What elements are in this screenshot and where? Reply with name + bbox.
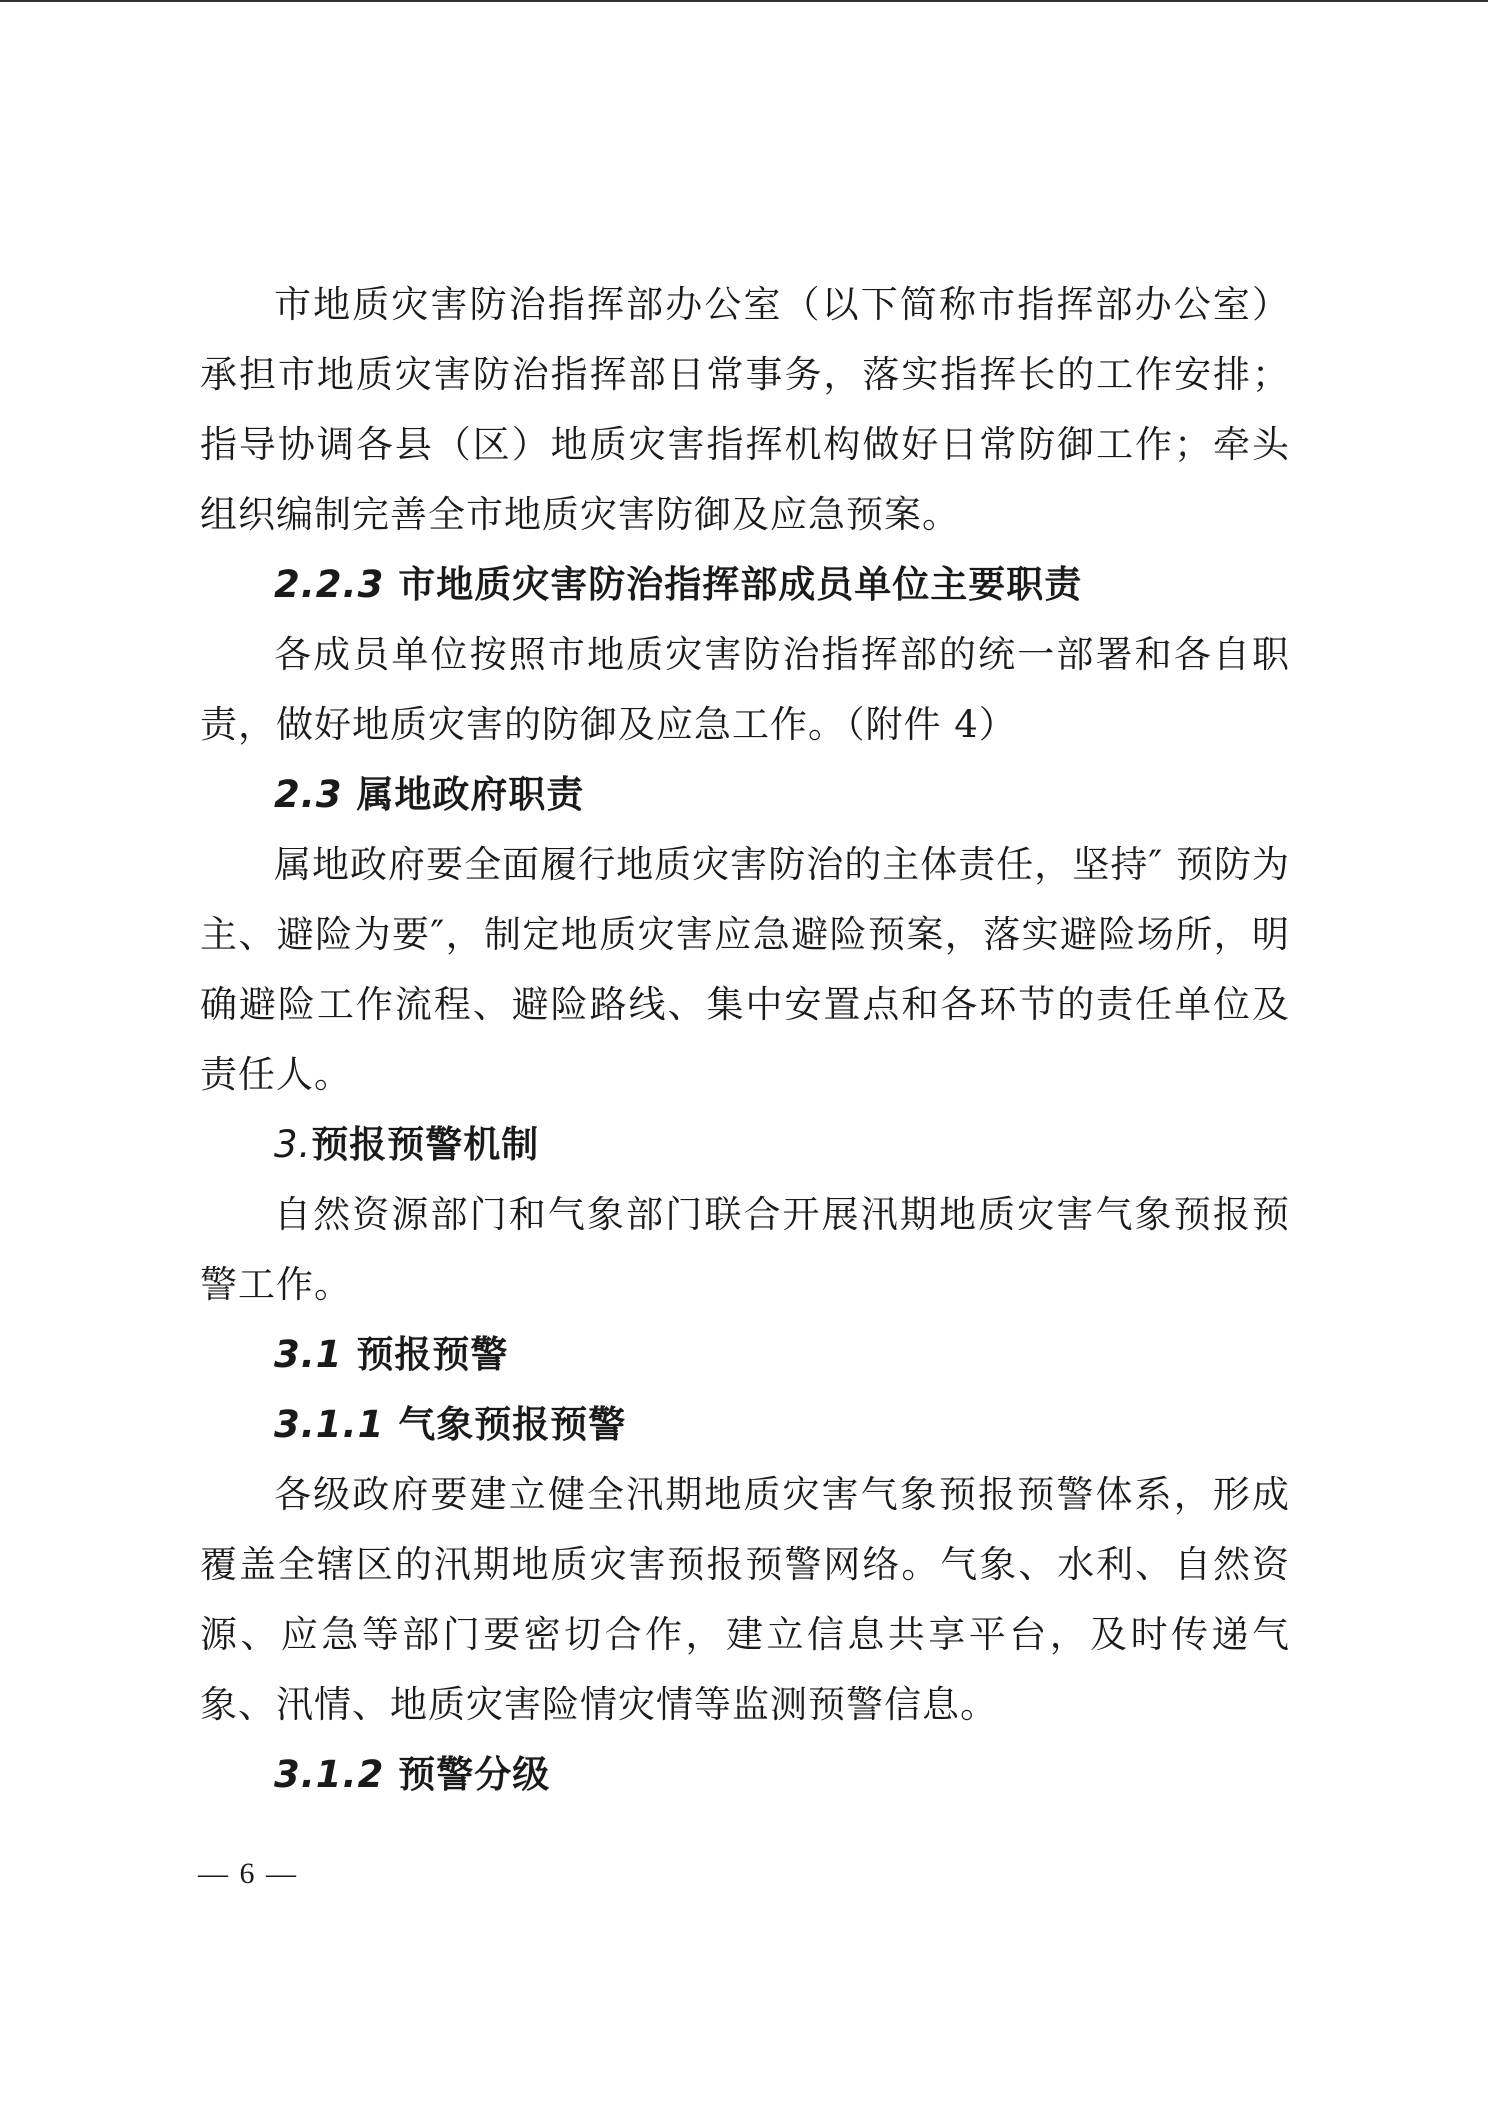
document-body	[200, 270, 1290, 1810]
heading-number: 3.	[274, 1123, 312, 1166]
heading-label: 预警分级	[398, 1753, 551, 1796]
paragraph-local-government: 属地政府要全面履行地质灾害防治的主体责任，坚持″ 预防为主、避险为要″，制定地质灾害应急避险预案，落实避险场所，明确避险工作流程、避险路线、集中安置点和各环节的责任单位及责任人。	[200, 843, 1290, 1096]
paragraph-command-office: 市地质灾害防治指挥部办公室（以下简称市指挥部办公室）承担市地质灾害防治指挥部日常事务，落实指挥长的工作安排；指导协调各县（区）地质灾害指挥机构做好日常防御工作；牵头组织编制完善全市地质灾害防御及应急预案。	[200, 283, 1290, 536]
heading-2-3	[200, 760, 1290, 830]
paragraph-member-units: 各成员单位按照市地质灾害防治指挥部的统一部署和各自职责，做好地质灾害的防御及应急工作。（附件 4）	[200, 633, 1290, 746]
heading-3-1-1	[200, 1390, 1290, 1460]
heading-3-1-2	[200, 1740, 1290, 1810]
page-number: — 6 —	[198, 1857, 298, 1890]
heading-label: 预报预警机制	[311, 1123, 540, 1166]
heading-label: 预报预警	[356, 1333, 509, 1376]
heading-label: 气象预报预警	[398, 1403, 627, 1446]
heading-number: 3.1	[274, 1333, 343, 1376]
heading-number: 2.3	[274, 773, 343, 816]
heading-number: 2.2.3	[274, 563, 385, 606]
heading-2-2-3	[200, 550, 1290, 620]
heading-label: 市地质灾害防治指挥部成员单位主要职责	[398, 563, 1083, 606]
paragraph-forecast-system: 各级政府要建立健全汛期地质灾害气象预报预警体系，形成覆盖全辖区的汛期地质灾害预报预警网络。气象、水利、自然资源、应急等部门要密切合作，建立信息共享平台，及时传递气象、汛情、地质灾害险情灾情等监测预警信息。	[200, 1473, 1290, 1726]
heading-number: 3.1.2	[274, 1753, 385, 1796]
heading-3	[200, 1110, 1290, 1180]
heading-3-1	[200, 1320, 1290, 1390]
paragraph-forecast-joint: 自然资源部门和气象部门联合开展汛期地质灾害气象预报预警工作。	[200, 1193, 1290, 1306]
heading-label: 属地政府职责	[356, 773, 585, 816]
heading-number: 3.1.1	[274, 1403, 385, 1446]
